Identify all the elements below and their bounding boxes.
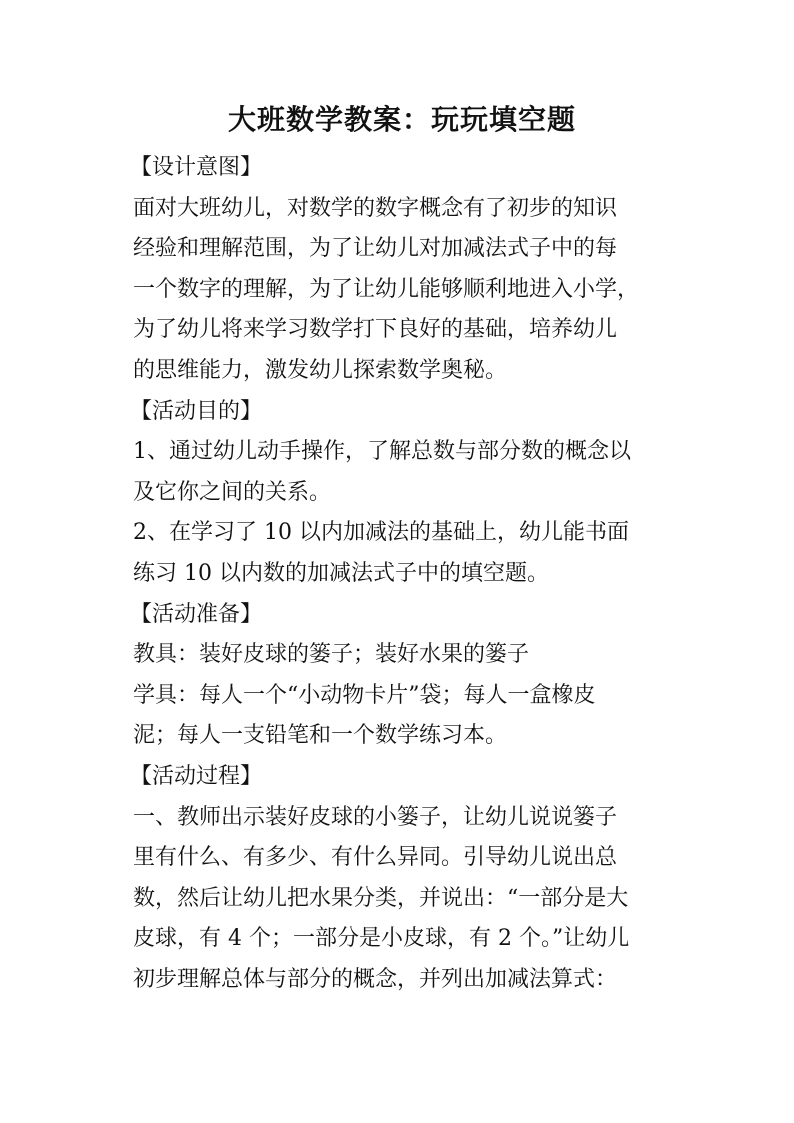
- paragraph-line: 为了幼儿将来学习数学打下良好的基础，培养幼儿: [133, 317, 618, 343]
- paragraph-line: 教具：装好皮球的篓子；装好水果的篓子: [133, 642, 530, 668]
- section-heading-activity-preparation: 【活动准备】: [130, 601, 263, 627]
- paragraph-line: 及它你之间的关系。: [133, 479, 332, 505]
- paragraph-line: 的思维能力，激发幼儿探索数学奥秘。: [133, 357, 508, 383]
- section-heading-activity-process: 【活动过程】: [130, 763, 263, 789]
- paragraph-line: 一个数字的理解，为了让幼儿能够顺利地进入小学，: [133, 276, 640, 302]
- section-heading-activity-goals: 【活动目的】: [130, 398, 263, 424]
- document-title: 大班数学教案：玩玩填空题: [227, 103, 576, 136]
- paragraph-line: 学具：每人一个“小动物卡片”袋；每人一盒橡皮: [133, 682, 596, 708]
- paragraph-line: 2、在学习了 10 以内加减法的基础上，幼儿能书面: [133, 520, 629, 546]
- paragraph-line: 1、通过幼儿动手操作，了解总数与部分数的概念以: [133, 439, 631, 465]
- paragraph-line: 泥；每人一支铅笔和一个数学练习本。: [133, 723, 508, 749]
- paragraph-line: 经验和理解范围，为了让幼儿对加减法式子中的每: [133, 236, 618, 262]
- paragraph-line: 一、教师出示装好皮球的小篓子，让幼儿说说篓子: [133, 804, 618, 830]
- paragraph-line: 里有什么、有多少、有什么异同。引导幼儿说出总: [133, 845, 618, 871]
- paragraph-line: 皮球，有 4 个；一部分是小皮球，有 2 个。”让幼儿: [133, 926, 630, 952]
- paragraph-line: 面对大班幼儿，对数学的数字概念有了初步的知识: [133, 195, 618, 221]
- document-page: [130, 96, 671, 1000]
- paragraph-line: 练习 10 以内数的加减法式子中的填空题。: [133, 560, 549, 586]
- paragraph-line: 数，然后让幼儿把水果分类，并说出：“一部分是大: [133, 885, 629, 911]
- paragraph-line: 初步理解总体与部分的概念，并列出加减法算式：: [133, 966, 618, 992]
- section-heading-design-intent: 【设计意图】: [130, 155, 263, 180]
